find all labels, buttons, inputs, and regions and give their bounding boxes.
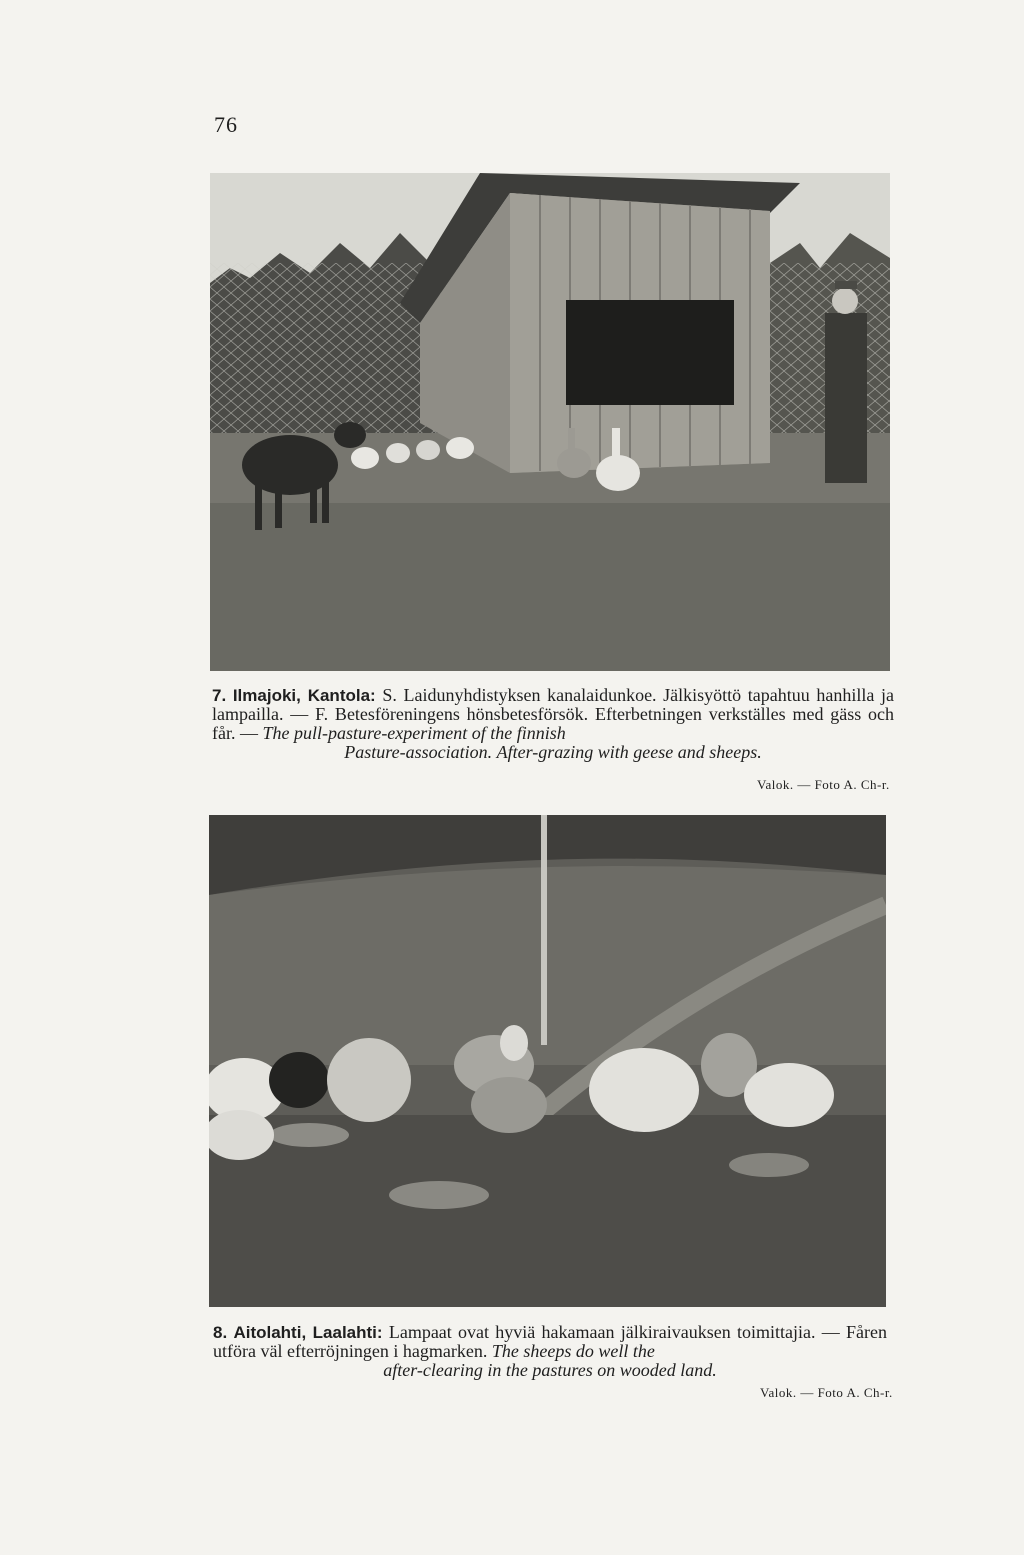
caption-english: after-clearing in the pastures on wooded land. bbox=[383, 1360, 717, 1380]
caption-finnish: Lampaat ovat hyviä hakamaan jälkiraivauksen toimittajia. bbox=[388, 1322, 816, 1342]
photo-credit: Valok. — Foto A. Ch-r. bbox=[760, 1385, 893, 1400]
caption-dash: — bbox=[290, 704, 309, 724]
caption-swedish: F. Betesföreningens hönsbetesförsök. Efterbetningen verkställes med gäss och får. bbox=[212, 704, 895, 743]
caption-dash: — bbox=[239, 723, 258, 743]
caption-english: The pull-pasture-experiment of the finnish bbox=[262, 723, 566, 743]
page-number: 76 bbox=[214, 112, 238, 137]
figure-place: Ilmajoki, Kantola: bbox=[232, 686, 376, 705]
caption-figure-7 bbox=[212, 686, 894, 762]
caption-english: The sheeps do well the bbox=[491, 1341, 655, 1361]
caption-english: After-grazing with geese and sheeps. bbox=[496, 742, 762, 762]
figure-number: 8. bbox=[213, 1323, 228, 1342]
figure-number: 7. bbox=[212, 686, 227, 705]
caption-swedish: Fåren utföra väl efterröjningen i hagmarken. bbox=[213, 1322, 888, 1361]
caption-english: Pasture-association. bbox=[344, 742, 493, 762]
photo-sheep-grazing bbox=[209, 815, 886, 1307]
figure-place: Aitolahti, Laalahti: bbox=[233, 1323, 383, 1342]
photo-credit: Valok. — Foto A. Ch-r. bbox=[757, 777, 890, 792]
caption-figure-8 bbox=[213, 1323, 887, 1380]
caption-finnish: S. Laidunyhdistyksen kanalaidunkoe. Jälkisyöttö tapahtuu hanhilla ja lampailla. bbox=[212, 685, 895, 724]
photo-shed-with-animals bbox=[210, 173, 890, 671]
caption-dash: — bbox=[821, 1322, 840, 1342]
